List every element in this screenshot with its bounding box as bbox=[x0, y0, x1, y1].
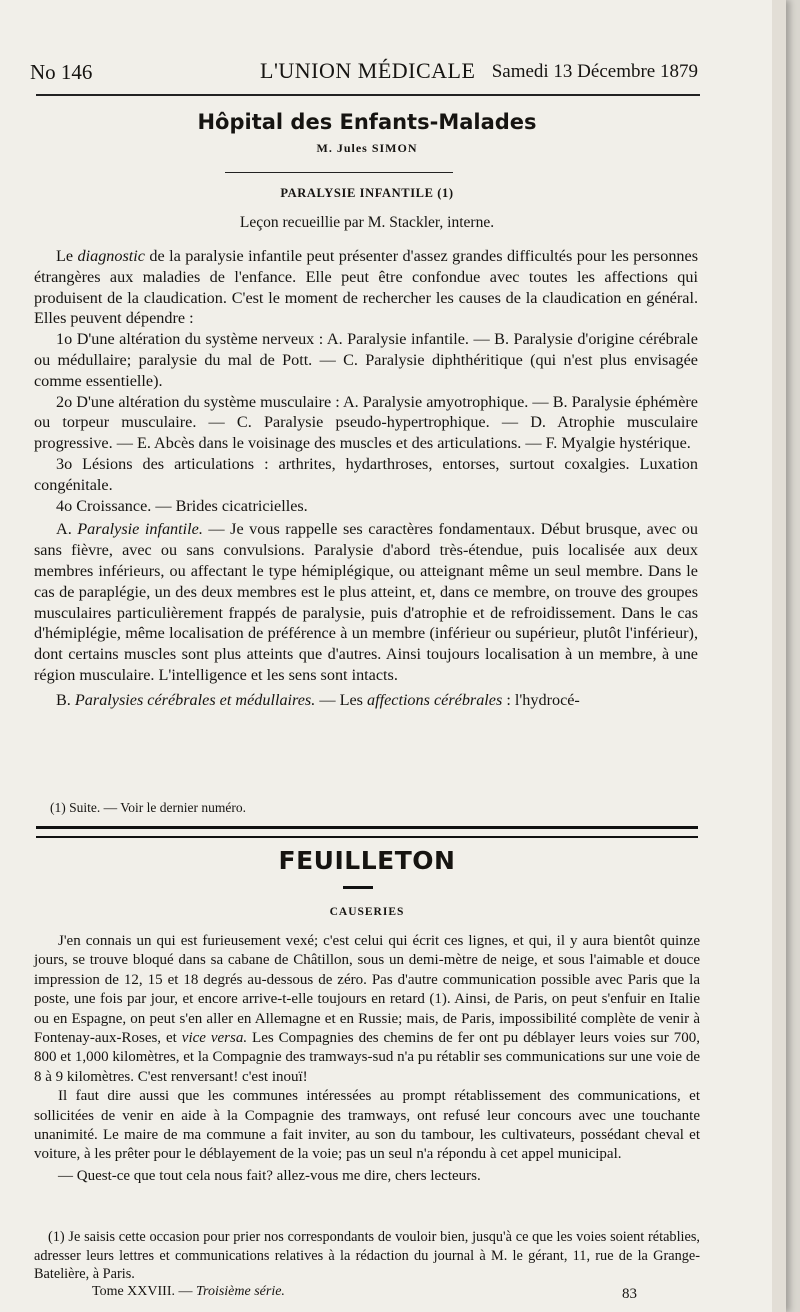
paragraph: B. Paralysies cérébrales et médullaires. — Les affections cérébrales : l'hydrocé- bbox=[56, 690, 580, 709]
feuilleton-body bbox=[34, 932, 700, 1186]
section-divider bbox=[36, 826, 698, 838]
paragraph: J'en connais un qui est furieusement vexé; c'est celui qui écrit ces lignes, et qui, il y aura bientôt quinze jours, se trouve bloqué dans sa cabane de Châtillon, sous un demi-mètre de neige, et sous l'aimable et douce impression de 12, 15 et 18 degrés au-dessous de zéro. Pas d'autre communication possible avec Paris que la poste, une fois par jour, et encore arrive-t-elle toujours en retard (1). Ainsi, de Paris, on peut s'enfuir en Italie ou en Espagne, on peut s'en aller en Allemagne et en Russie; mais, de Paris, impossibilité complète de venir à Fontenay-aux-Roses, et vice versa. Les Compagnies des chemins de fer ont pu déblayer leurs voies sur 700, 800 et 1,000 kilomètres, et la Compagnie des tramways-sud n'a pu rétablir ses communications sur une voie de 8 à 9 kilomètres. C'est renversant! c'est inouï! bbox=[34, 933, 700, 1085]
feuilleton-subtitle: CAUSERIES bbox=[329, 906, 405, 918]
feuilleton-rule bbox=[343, 886, 373, 889]
footnote-text: (1) Je saisis cette occasion pour prier nos correspondants de vouloir bien, jusqu'à ce que les voies soient rétablies, adresser leurs lettres et communications relatives à la rédaction du journal à M. le gérant, 11, rue de la Grange-Batelière, à Paris. bbox=[34, 1229, 700, 1283]
article-footnote: (1) Suite. — Voir le dernier numéro. bbox=[50, 800, 246, 815]
paragraph: — Quest-ce que tout cela nous fait? allez-vous me dire, chers lecteurs. bbox=[58, 1167, 481, 1184]
paragraph: 3o Lésions des articulations : arthrites, hydarthroses, entorses, surtout coxalgies. Luxation congénitale. bbox=[34, 454, 698, 494]
paragraph: 1o D'une altération du système nerveux : A. Paralysie infantile. — B. Paralysie d'origine cérébrale ou médullaire; paralysie du mal de Pott. — C. Paralysie diphthéritique (qui n'est plus envisagée comme essentielle). bbox=[34, 330, 698, 390]
paragraph: Le diagnostic de la paralysie infantile peut présenter d'assez grandes difficultés pour les personnes étrangères aux maladies de l'enfance. Elle peut être confondue avec toutes les affections qui produisent de la claudication. C'est le moment de rechercher les causes de la claudication en général. Elles peuvent dépendre : bbox=[34, 247, 698, 328]
page-edge bbox=[772, 0, 786, 1312]
paragraph: A. Paralysie infantile. — Je vous rappelle ses caractères fondamentaux. Début brusque, avec ou sans fièvre, avec ou sans convulsions. Paralysie d'abord très-étendue, puis localisée aux deux membres inférieurs, ou affectant le type hémiplégique, ou atteignant même un seul membre. Dans le cas de paraplégie, un des deux membres est le plus atteint, et, dans ce membre, on trouve des groupes musculaires particulièrement frappés de paralysie, puis d'atrophie et de refroidissement. Dans le cas d'hémiplégie, même localisation de préférence à un membre (inférieur ou supérieur, plutôt l'inférieur), dont certains muscles sont plus atteints que d'autres. Ainsi toujours localisation à un membre, à une région musculaire. L'intelligence et les sens sont intacts. bbox=[34, 520, 698, 684]
paragraph: Il faut dire aussi que les communes intéressées au prompt rétablissement des communications, et sollicitées de venir en aide à la Compagnie des tramways, ont refusé leur concours avec une touchante unanimité. Le maire de ma commune a fait inviter, au son du tambour, les cultivateurs, possédant cheval et voiture, à les prêter pour le déblayement de la voie; pas un seul n'a répondu à cet appel municipal. bbox=[34, 1088, 700, 1163]
issue-number: No 146 bbox=[30, 60, 93, 84]
header-rule bbox=[36, 94, 700, 96]
journal-title: L'UNION MÉDICALE bbox=[260, 58, 476, 83]
volume-line: Tome XXVIII. — Troisième série. bbox=[92, 1284, 285, 1299]
page-header bbox=[30, 58, 698, 88]
feuilleton-footnote bbox=[34, 1228, 700, 1284]
hospital-heading: Hôpital des Enfants-Malades bbox=[197, 110, 537, 134]
feuilleton-heading: FEUILLETON bbox=[278, 846, 456, 875]
article-body bbox=[34, 246, 698, 711]
page-number: 83 bbox=[622, 1286, 637, 1302]
paragraph: 2o D'une altération du système musculaire : A. Paralysie amyotrophique. — B. Paralysie éphémère ou torpeur musculaire. — C. Paralysie pseudo-hypertrophique. — D. Atrophie musculaire progressive. — E. Abcès dans le voisinage des muscles et des articulations. — F. Myalgie hystérique. bbox=[34, 392, 698, 453]
lecture-credit: Leçon recueillie par M. Stackler, interne. bbox=[239, 214, 495, 231]
article-subject: PARALYSIE INFANTILE (1) bbox=[280, 186, 454, 200]
author-name: M. Jules SIMON bbox=[316, 141, 418, 155]
issue-date: Samedi 13 Décembre 1879 bbox=[491, 61, 698, 82]
paragraph: 4o Croissance. — Brides cicatricielles. bbox=[56, 496, 308, 515]
title-rule bbox=[225, 172, 453, 173]
